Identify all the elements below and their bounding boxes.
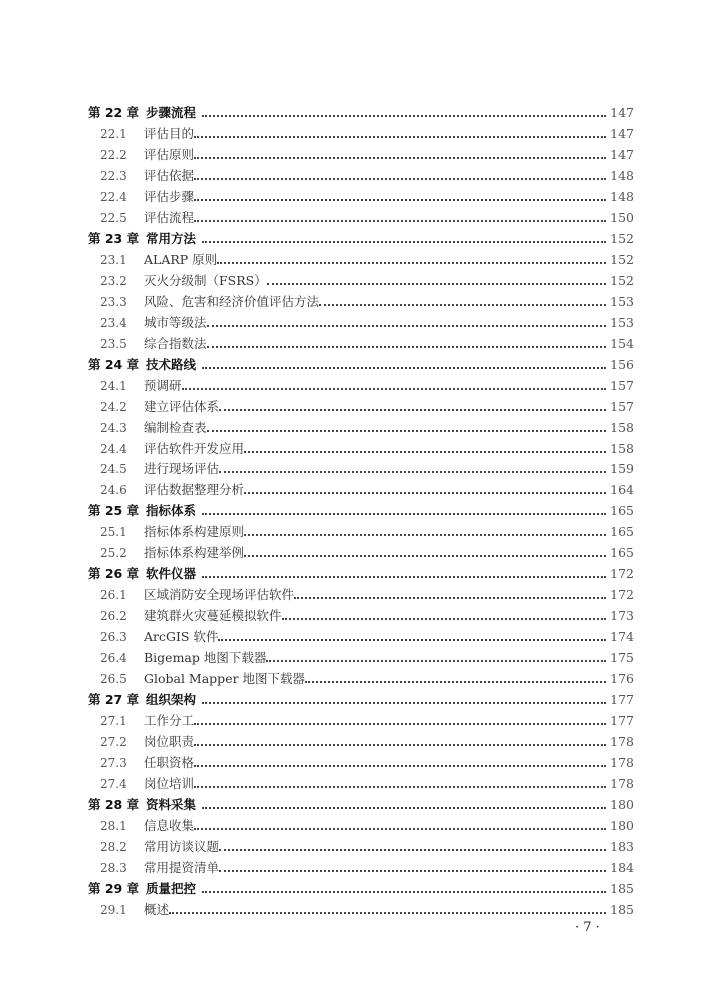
toc-chapter-entry[interactable] — [88, 795, 634, 816]
chapter-number: 第 28 章 — [88, 796, 140, 812]
chapter-number: 第 23 章 — [88, 230, 140, 246]
dot-leader — [218, 627, 606, 648]
section-title: Global Mapper 地图下载器 — [144, 671, 306, 687]
chapter-title: 指标体系 — [146, 503, 197, 519]
page-reference: 178 — [610, 734, 634, 750]
toc-section-entry[interactable] — [88, 774, 634, 795]
section-number: 27.1 — [100, 714, 127, 729]
dot-leader — [319, 292, 606, 313]
section-title: ALARP 原则 — [144, 251, 218, 267]
section-title: 指标体系构建原则 — [144, 524, 245, 540]
dot-leader — [202, 564, 606, 585]
page-reference: 172 — [610, 587, 634, 603]
dot-leader — [194, 816, 606, 837]
toc-section-entry[interactable] — [88, 418, 634, 439]
section-title: 概述 — [144, 901, 170, 917]
page-reference: 165 — [610, 503, 634, 519]
page-reference: 157 — [610, 377, 634, 393]
section-title: 评估软件开发应用 — [144, 440, 245, 456]
section-number: 27.2 — [100, 735, 127, 750]
dot-leader — [194, 774, 606, 795]
dot-leader — [207, 418, 606, 439]
dot-leader — [207, 313, 606, 334]
dot-leader — [202, 501, 606, 522]
section-number: 27.4 — [100, 777, 127, 791]
toc-section-entry[interactable] — [88, 816, 634, 837]
section-number: 23.1 — [100, 252, 127, 267]
page-reference: 174 — [610, 629, 634, 645]
dot-leader — [266, 648, 606, 669]
page-reference: 180 — [610, 796, 634, 812]
dot-leader — [244, 439, 606, 460]
page-reference: 152 — [610, 230, 634, 246]
page-reference: 147 — [610, 125, 634, 141]
section-number: 23.3 — [100, 294, 127, 309]
section-title: ArcGIS 软件 — [144, 629, 219, 645]
section-number: 27.3 — [100, 756, 127, 771]
toc-section-entry[interactable] — [88, 439, 634, 460]
page-reference: 147 — [610, 105, 634, 120]
dot-leader — [194, 166, 606, 187]
page-reference: 175 — [610, 650, 634, 666]
toc-section-entry[interactable] — [88, 480, 634, 501]
section-number: 26.1 — [100, 588, 127, 603]
dot-leader — [244, 480, 606, 501]
page-reference: 177 — [610, 713, 634, 729]
chapter-number: 第 24 章 — [88, 356, 140, 372]
toc-section-entry[interactable] — [88, 250, 634, 271]
chapter-number: 第 26 章 — [88, 566, 140, 582]
section-number: 26.3 — [100, 630, 127, 645]
toc-section-entry[interactable] — [88, 292, 634, 313]
section-number: 24.5 — [100, 462, 127, 477]
chapter-title: 组织架构 — [146, 692, 197, 708]
dot-leader — [244, 543, 606, 564]
dot-leader — [202, 690, 606, 711]
dot-leader — [219, 397, 606, 418]
section-number: 23.5 — [100, 336, 127, 351]
section-title: 建立评估体系 — [144, 398, 220, 414]
section-title: 指标体系构建举例 — [144, 545, 245, 561]
toc-section-entry[interactable] — [88, 459, 634, 480]
dot-leader — [194, 208, 606, 229]
dot-leader — [207, 334, 606, 355]
section-title: 常用访谈议题 — [144, 838, 220, 854]
section-number: 25.1 — [100, 525, 127, 540]
section-number: 28.2 — [100, 839, 127, 854]
dot-leader — [219, 837, 606, 858]
section-title: 评估数据整理分析 — [144, 482, 245, 498]
toc-section-entry[interactable] — [88, 585, 634, 606]
section-title: 工作分工 — [144, 713, 195, 729]
toc-section-entry[interactable] — [88, 900, 634, 921]
table-of-contents — [88, 103, 634, 921]
section-number: 22.3 — [100, 168, 127, 183]
section-title: 岗位职责 — [144, 734, 195, 750]
section-number: 29.1 — [100, 902, 127, 917]
section-title: 编制检查表 — [144, 419, 207, 435]
section-number: 24.1 — [100, 378, 127, 393]
page-reference: 152 — [610, 272, 634, 288]
toc-section-entry[interactable] — [88, 271, 634, 292]
toc-chapter-entry[interactable] — [88, 564, 634, 585]
section-number: 24.6 — [100, 483, 127, 498]
page-reference: 148 — [610, 167, 634, 183]
section-title: 信息收集 — [144, 817, 195, 833]
page-reference: 150 — [610, 209, 634, 225]
page-reference: 173 — [610, 608, 634, 624]
page-reference: 153 — [610, 314, 634, 330]
chapter-title: 软件仪器 — [146, 566, 197, 582]
toc-section-entry[interactable] — [88, 711, 634, 732]
section-title: 建筑群火灾蔓延模拟软件 — [144, 608, 282, 624]
page-reference: 185 — [610, 901, 634, 917]
section-number: 22.4 — [100, 189, 127, 204]
toc-section-entry[interactable] — [88, 606, 634, 627]
page-number: · 7 · — [575, 920, 600, 935]
page-reference: 156 — [610, 356, 634, 372]
page-reference: 165 — [610, 545, 634, 561]
page-reference: 185 — [610, 880, 634, 896]
page-reference: 154 — [610, 335, 634, 351]
page-reference: 158 — [610, 419, 634, 435]
toc-section-entry[interactable] — [88, 648, 634, 669]
section-number: 25.2 — [100, 546, 127, 561]
dot-leader — [182, 376, 606, 397]
page-reference: 176 — [610, 671, 634, 687]
dot-leader — [217, 250, 606, 271]
toc-chapter-entry[interactable] — [88, 690, 634, 711]
dot-leader — [194, 711, 606, 732]
toc-section-entry[interactable] — [88, 187, 634, 208]
page-reference: 180 — [610, 817, 634, 833]
page-reference: 152 — [610, 251, 634, 267]
dot-leader — [219, 858, 606, 879]
dot-leader — [169, 900, 606, 921]
dot-leader — [267, 271, 606, 292]
toc-section-entry[interactable] — [88, 145, 634, 166]
toc-section-entry[interactable] — [88, 208, 634, 229]
section-number: 23.4 — [100, 315, 127, 330]
section-number: 26.4 — [100, 651, 127, 666]
toc-section-entry[interactable] — [88, 522, 634, 543]
page-reference: 177 — [610, 692, 634, 708]
section-number: 26.2 — [100, 609, 127, 624]
toc-section-entry[interactable] — [88, 627, 634, 648]
toc-chapter-entry[interactable] — [88, 103, 634, 124]
toc-section-entry[interactable] — [88, 753, 634, 774]
section-title: 进行现场评估 — [144, 461, 220, 477]
dot-leader — [202, 879, 606, 900]
dot-leader — [202, 229, 606, 250]
page-reference: 153 — [610, 293, 634, 309]
section-number: 26.5 — [100, 672, 127, 687]
page-reference: 183 — [610, 838, 634, 854]
dot-leader — [202, 355, 606, 376]
toc-chapter-entry[interactable] — [88, 229, 634, 250]
section-title: 评估流程 — [144, 209, 195, 225]
dot-leader — [282, 606, 606, 627]
section-title: Bigemap 地图下载器 — [144, 650, 267, 666]
section-title: 城市等级法 — [144, 314, 207, 330]
section-number: 24.4 — [100, 441, 127, 456]
section-number: 24.3 — [100, 420, 127, 435]
section-number: 22.1 — [100, 126, 127, 141]
dot-leader — [294, 585, 606, 606]
section-title: 综合指数法 — [144, 335, 207, 351]
page-reference: 157 — [610, 398, 634, 414]
section-number: 24.2 — [100, 399, 127, 414]
dot-leader — [244, 522, 606, 543]
toc-section-entry[interactable] — [88, 858, 634, 879]
chapter-title: 技术路线 — [146, 356, 197, 372]
section-title: 评估原则 — [144, 146, 195, 162]
chapter-title: 质量把控 — [146, 880, 197, 896]
toc-section-entry[interactable] — [88, 166, 634, 187]
section-title: 区域消防安全现场评估软件 — [144, 587, 295, 603]
section-title: 预调研 — [144, 377, 182, 393]
dot-leader — [305, 669, 606, 690]
chapter-number: 第 22 章 — [88, 105, 140, 120]
dot-leader — [194, 753, 606, 774]
page-reference: 178 — [610, 755, 634, 771]
dot-leader — [194, 187, 606, 208]
page-reference: 158 — [610, 440, 634, 456]
chapter-title: 资料采集 — [146, 796, 197, 812]
section-number: 23.2 — [100, 273, 127, 288]
toc-chapter-entry[interactable] — [88, 501, 634, 522]
toc-section-entry[interactable] — [88, 313, 634, 334]
toc-chapter-entry[interactable] — [88, 355, 634, 376]
dot-leader — [194, 732, 606, 753]
toc-section-entry[interactable] — [88, 837, 634, 858]
toc-section-entry[interactable] — [88, 543, 634, 564]
toc-section-entry[interactable] — [88, 669, 634, 690]
toc-section-entry[interactable] — [88, 376, 634, 397]
chapter-title: 常用方法 — [146, 230, 197, 246]
toc-chapter-entry[interactable] — [88, 879, 634, 900]
section-title: 常用提资清单 — [144, 859, 220, 875]
toc-section-entry[interactable] — [88, 397, 634, 418]
chapter-number: 第 29 章 — [88, 880, 140, 896]
page-reference: 172 — [610, 566, 634, 582]
chapter-number: 第 25 章 — [88, 503, 140, 519]
dot-leader — [194, 124, 606, 145]
dot-leader — [219, 459, 606, 480]
page-reference: 178 — [610, 776, 634, 791]
page-reference: 164 — [610, 482, 634, 498]
page-reference: 159 — [610, 461, 634, 477]
section-number: 28.3 — [100, 860, 127, 875]
section-title: 评估步骤 — [144, 188, 195, 204]
chapter-number: 第 27 章 — [88, 692, 140, 708]
toc-section-entry[interactable] — [88, 732, 634, 753]
page-reference: 184 — [610, 859, 634, 875]
section-title: 灭火分级制（FSRS） — [144, 272, 267, 288]
toc-section-entry[interactable] — [88, 124, 634, 145]
dot-leader — [202, 103, 606, 124]
page-reference: 148 — [610, 188, 634, 204]
section-number: 28.1 — [100, 818, 127, 833]
section-title: 评估依据 — [144, 167, 195, 183]
section-number: 22.5 — [100, 210, 127, 225]
page-reference: 165 — [610, 524, 634, 540]
page-reference: 147 — [610, 146, 634, 162]
section-title: 评估目的 — [144, 125, 195, 141]
chapter-title: 步骤流程 — [146, 105, 197, 120]
section-title: 风险、危害和经济价值评估方法 — [144, 293, 320, 309]
section-title: 任职资格 — [144, 755, 195, 771]
toc-section-entry[interactable] — [88, 334, 634, 355]
section-title: 岗位培训 — [144, 776, 195, 791]
dot-leader — [194, 145, 606, 166]
section-number: 22.2 — [100, 147, 127, 162]
dot-leader — [202, 795, 606, 816]
